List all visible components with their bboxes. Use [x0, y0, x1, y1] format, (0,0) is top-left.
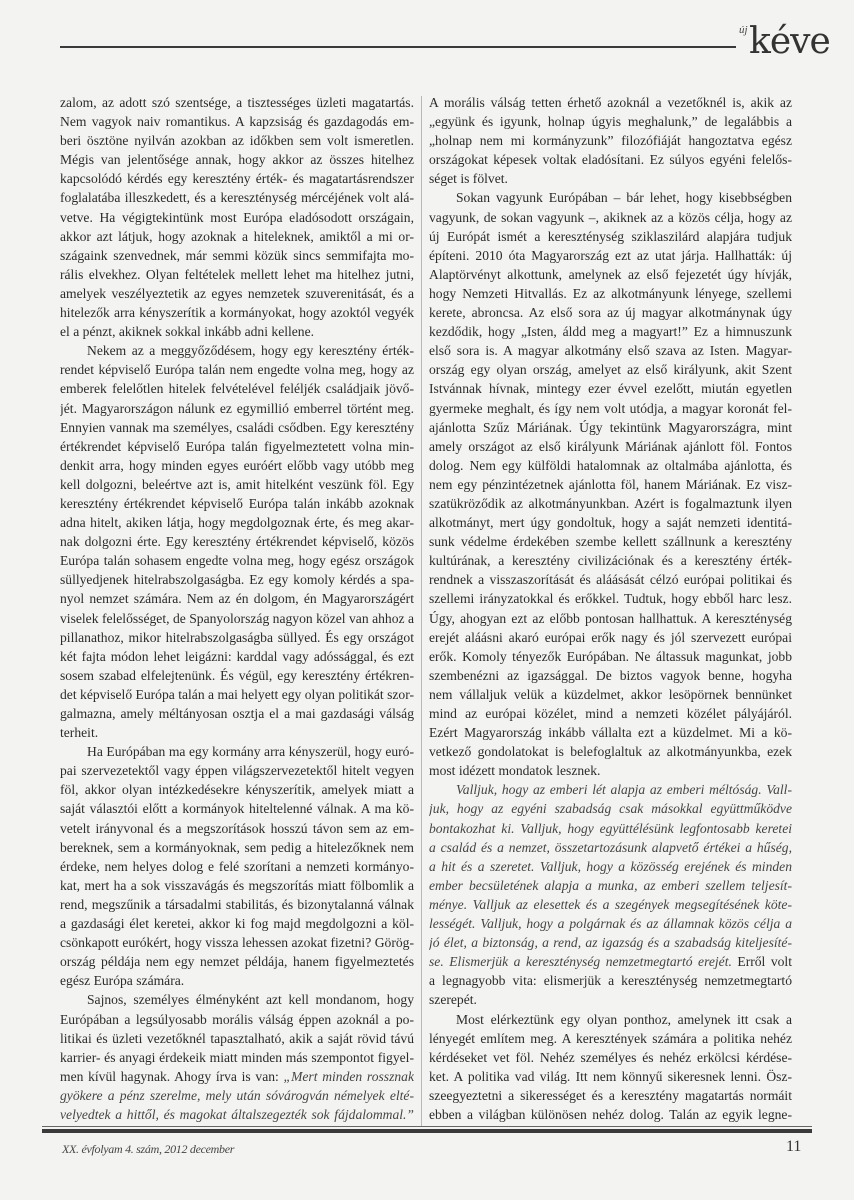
text-line: pai szervezetektől vagy éppen világszervezetektől hitelt vegyen — [60, 763, 414, 779]
text-line: sosem szabad elfelejtenünk. És végül, egy keresztény értékren- — [60, 667, 414, 683]
text-line: „együnk és igyunk, holnap úgyis meghalunk,” de legalábbis a — [429, 114, 792, 130]
text-line: egész Európa számára. — [60, 973, 185, 989]
text-line: Ennyien vannak ma személyes, családi csődben. Egy keresztény — [60, 419, 414, 435]
italic-quote-segment: gyökere a pénz szerelme, mely után sóvárogván némelyek elté- — [60, 1087, 414, 1103]
logo-main-text: kéve — [749, 21, 830, 62]
text-line: szágaink szenvednek, már semmi közük sincs semmifajta mo- — [60, 247, 414, 263]
text-line: nak dolgozni érte. Egy keresztény értékrendet képviselő, közös — [60, 534, 414, 550]
text-line — [429, 952, 792, 971]
text-line: süllyedjenek hitelrabszolgaságba. Ez egy komoly kérdés a spa- — [60, 572, 414, 588]
text-line: bereknek, sem a kormányoknak, sem pedig a hitelezőknek nem — [60, 839, 414, 855]
text-line: vetve. Ha végigtekintünk most Európa eladósodott országain, — [60, 209, 414, 225]
text-line: ebben a világban különösen nehéz dolog. Talán az egyik legne- — [429, 1106, 792, 1122]
text-line: Úgy, ahogyan ezt az előbb pontosan hallhattuk. A kereszténység — [429, 610, 792, 626]
text-line: Ha Európában ma egy kormány arra kényszerül, hogy euró- — [87, 744, 414, 760]
text-segment: Erről volt — [731, 954, 792, 970]
text-line: lényegét említem meg. A keresztények számára a politika nehéz — [429, 1030, 792, 1046]
text-line: szellemi irányzatokkal és erőkkel. Tudtuk, hogy ebből harc lesz. — [429, 591, 792, 607]
text-line: a gazdasági élet keretei, akkor ki fog majd megdolgozni a köl- — [60, 916, 414, 932]
italic-quote-segment: ember becsületének alapja a munka, az emberi szellem teljesít- — [429, 877, 792, 893]
text-line — [429, 933, 792, 952]
text-line: ország példája nem egy nemzet példája, hanem figyelmeztetés — [60, 954, 414, 970]
text-line: Sokan vagyunk Európában – bár lehet, hogy kisebbségben — [456, 190, 792, 206]
text-line: szerepét. — [429, 992, 477, 1008]
italic-quote-segment: se. Elismerjük a kereszténység nemzetmegtartó erejét. — [429, 954, 732, 970]
text-line: A morális válság tetten érhető azoknál a vezetőknél is, akik az — [429, 95, 792, 110]
text-line: karrier- és anyagi érdekeik miatt minden más szempontot figyel- — [60, 1049, 414, 1065]
magazine-logo — [735, 14, 830, 64]
text-line: viselek felelősséget, de Spanyolország nagyon közel van ahhoz a — [60, 610, 414, 626]
text-line: adna hitelt, akiken látja, hogy megdolgoznak érte, és meg akar- — [60, 515, 414, 531]
italic-quote-segment: a család és a nemzet, összetartozásunk alapvető értékei a hűség, — [429, 839, 792, 855]
header-rule — [60, 46, 736, 48]
text-line: építeni. 2010 óta Magyarország ezt az utat járja. Hallhatták: új — [429, 247, 792, 263]
text-line: det képviselő Európa talán a mai helyett egy olyan politikát szor- — [60, 686, 414, 702]
text-line: vetkező gondolatokat is belefoglaltuk az alkotmányunkba, ezek — [429, 744, 792, 760]
text-line: séget is fölvet. — [429, 171, 508, 187]
text-line: el a pénzt, akiknek sokkal inkább adni kellene. — [60, 324, 315, 340]
text-line: dolog. Nem egy külföldi hatalomnak az oltalmába ajánlotta, és — [429, 457, 792, 473]
text-line: kérdéseket vet föl. Nehéz személyes és nehéz erkölcsi kérdése- — [429, 1049, 792, 1065]
text-line: Most elérkeztünk egy olyan ponthoz, amelynek itt csak a — [456, 1011, 792, 1027]
italic-quote-segment: Valljuk, hogy az emberi lét alapja az emberi méltóság. Vall- — [456, 782, 792, 798]
text-line: a legnagyobb vita: elismerjük a kereszténység nemzetmegtartó — [429, 973, 792, 989]
text-line: keresztény értékrendet képviselő Európa talán inkább azoknak — [60, 495, 414, 511]
italic-quote-segment: jó élet, a biztonság, a rend, az igazság és a szabadság kiteljesíté- — [429, 935, 792, 951]
text-line: terheit. — [60, 725, 99, 741]
italic-quote-segment: „Mert minden rossznak — [283, 1068, 414, 1084]
text-line: érdeke, nem helyes dolog e felé szorítani a nemzeti kormányo- — [60, 858, 414, 874]
text-line — [429, 838, 792, 857]
text-line: Sajnos, személyes élményként azt kell mondanom, hogy — [87, 992, 414, 1008]
text-line: ajánlotta Szűz Máriának. Úgy tekintünk Magyarországra, mint — [429, 419, 792, 435]
text-line: szeegyeztetni a sikerességet és a keresztény magatartás normáit — [429, 1087, 792, 1103]
text-line: Istvánnak hívnak, mintegy ezer évvel ezelőtt, miután egyetlen — [429, 381, 792, 397]
text-line: beri ösztöne nyilván azokban az időkben sem volt ismeretlen. — [60, 133, 414, 149]
logo-small-text: új — [739, 24, 748, 36]
italic-quote-segment: bontakozhat ki. Valljuk, hogy együttélésünk legfontosabb keretei — [429, 820, 792, 836]
text-line: kat, mert ha a sok visszavágás és megszorítás miatt fölbomlik a — [60, 877, 414, 893]
italic-quote-segment: lességét. Valljuk, hogy a polgárnak és az államnak közös célja a — [429, 916, 792, 932]
text-line: amelyek veszélyeztetik az egyes nemzetek szuverenitását, és a — [60, 285, 414, 301]
text-line: Alaptörvényt alkottunk, amelynek az első fejezetét úgy hívják, — [429, 266, 792, 282]
text-line: akkor azt látjuk, hogy azoknak a hiteleknek, amiktől a mi or- — [60, 228, 414, 244]
text-line: amely országot az első királyunk Máriának ajánlott föl. Fontos — [429, 438, 792, 454]
text-line: Ezért Magyarország inkább vállalta ezt a küzdelmet. Mi a kö- — [429, 725, 792, 741]
text-line: erők. Komoly tényezők Európában. Ne áltassuk magunkat, jobb — [429, 648, 792, 664]
text-line: kell dolgozni, beleértve azt is, amit hitelként veszünk föl. Egy — [60, 476, 414, 492]
text-line: Nekem az a meggyőződésem, hogy egy keresztény érték- — [87, 343, 414, 359]
text-line: föl, akkor olyan intézkedésekre kényszerítik, amelyek miatt a — [60, 782, 414, 798]
page-number: 11 — [786, 1138, 802, 1155]
text-line: galmazna, amely méltányosan osztja el a mai gazdasági válság — [60, 706, 414, 721]
text-line: sunk védelme érdekében szembe kellett szállnunk a keresztény — [429, 534, 792, 550]
text-line: nyol nemzet számára. Nem az én dolgom, én Magyarországért — [60, 591, 414, 607]
italic-quote-segment: juk, hogy az egyéni szabadság csak másokkal együttműködve — [429, 801, 792, 817]
footer-rule-thin — [42, 1126, 812, 1127]
text-line: országokat képesek voltak eladósítani. Ez súlyos egyéni felelős- — [429, 152, 792, 168]
text-line: erejét aláásni akaró európai erők nagy és jól szervezett európai — [429, 629, 792, 645]
text-line: kerete, abroncsa. Az első sora az új magyar alkotmánynak úgy — [429, 305, 792, 321]
text-line: nem vállaljuk velük a küzdelmet, akkor lesöpörnek bennünket — [429, 686, 792, 702]
text-line: nem egy pénzintézetnek ajánlotta föl, hanem Máriának. Ez visz- — [429, 476, 792, 492]
text-line: zalom, az adott szó szentsége, a tisztességes üzleti magatartás. — [60, 95, 414, 110]
text-line: Nem vagyok naiv romantikus. A kapzsiság és gazdagodás em- — [60, 114, 414, 130]
text-line: értékrendet képviselő Európa talán figyelmeztetett volna min- — [60, 438, 414, 454]
text-line — [429, 876, 792, 895]
text-line: kultúrának, a keresztény civilizációnak és a keresztény érték- — [429, 553, 792, 569]
text-segment: men kívül hagynak. Ahogy írva is van: — [60, 1068, 284, 1084]
text-line: rendet képviselő Európa talán nem engedte volna meg, hogy az — [60, 362, 414, 378]
text-line: hogy Nemzeti Hitvallás. Ez az alkotmányunk lényege, szellemi — [429, 285, 792, 301]
text-line: szembenézni az igazsággal. De biztos vagyok benne, hogyha — [429, 667, 792, 683]
text-line: ket. A politika vad világ. Itt nem könnyű sikeresnek lenni. Ösz- — [429, 1068, 792, 1084]
text-line: Európa talán sohasem engedte volna meg, hogy egész országok — [60, 553, 414, 569]
text-line: hitelezők arra kényszerítik a kormányokat, hogy azoktól vegyék — [60, 305, 414, 321]
text-line — [429, 895, 792, 914]
text-line: vagyunk, de sokan vagyunk –, akiknek az a közös célja, hogy az — [429, 209, 792, 225]
text-line: pillanathoz, mikor hitelrabszolgaságba süllyed. És egy országot — [60, 629, 414, 645]
text-line: mind az európai közélet, mind a nemzeti közélet pályájáról. — [429, 706, 792, 721]
footer-rule-thick — [42, 1129, 812, 1133]
text-line: denkit arra, hogy minden egyes euróért előbb vagy utóbb meg — [60, 457, 414, 473]
text-line: emberek felelőtlen hitelek felvételével feléljék családjaik jövő- — [60, 381, 414, 397]
text-line: kapcsolódó kérdés egy keresztény érték- és magatartásrendszer — [60, 171, 414, 187]
text-line — [60, 1105, 414, 1124]
text-line — [429, 780, 792, 799]
issue-info: XX. évfolyam 4. szám, 2012 december — [62, 1142, 235, 1156]
column-divider — [421, 96, 422, 1126]
right-text-column — [429, 93, 792, 1124]
text-line — [429, 914, 792, 933]
italic-quote-segment: velyedtek a hittől, és magokat általszegezték sok fájdalommal.” — [60, 1106, 414, 1122]
text-line: rális elvekhez. Olyan feltételek mellett lehet ma hitelhez jutni, — [60, 266, 414, 282]
text-line — [429, 799, 792, 818]
text-line: jét. Magyarországon nálunk ez egymillió emberrel történt meg. — [60, 400, 414, 416]
text-line: most idézett mondatok lesznek. — [429, 763, 601, 779]
text-line: saját választói előtt a kormányok hiteltelenné válnak. A ma kö- — [60, 801, 414, 817]
text-line — [429, 857, 792, 876]
text-line — [60, 1086, 414, 1105]
text-line: „holnap nem mi kormányzunk” filozófiáját hangoztatva egész — [429, 133, 792, 149]
text-line: rendnek a visszaszorítását és aláásását célzó európai politikai és — [429, 572, 792, 588]
text-line: rend, megszűnik a társadalmi stabilitás, és bizonytalanná válnak — [60, 896, 414, 912]
italic-quote-segment: ménye. Valljuk az elesettek és a szegények megsegítésének köte- — [429, 896, 792, 912]
text-line: első sora is. A magyar alkotmány első szava az Isten. Magyar- — [429, 343, 792, 359]
text-line: szatükröződik az alkotmányunkban. Azért is fogalmaztunk ilyen — [429, 495, 792, 511]
left-text-column — [60, 93, 414, 1124]
text-line: foglalatába illeszkedett, és a kereszténység mércéjének volt alá- — [60, 190, 414, 206]
text-line: litikai és üzleti vezetőknél tapasztalható, akik a saját rövid távú — [60, 1030, 414, 1046]
text-line: gyermeke meghalt, és így nem volt utódja, a magyar koronát fel- — [429, 400, 792, 416]
text-line: Európában a legsúlyosabb morális válság éppen azoknál a po- — [60, 1011, 414, 1027]
text-line: új Európát ismét a kereszténység sziklaszilárd alapjára tudjuk — [429, 228, 792, 244]
text-line: alkotmányt, mert úgy gondoltuk, hogy a saját nemzeti identitá- — [429, 515, 792, 531]
text-line: két fajta módon lehet leigázni: karddal vagy adóssággal, és ezt — [60, 648, 414, 664]
text-line: vetelt irányvonal és a megszorítások hosszú távon sem az em- — [60, 820, 414, 836]
italic-quote-segment: a hit és a szeretet. Valljuk, hogy a közösség erejének és minden — [429, 858, 792, 874]
text-line: csönkapott eurókért, hogy vissza lehessen azokat fizetni? Görög- — [60, 935, 414, 951]
text-line — [60, 1067, 414, 1086]
text-line: ország egy olyan ország, amelyet az első királyunk, akit Szent — [429, 362, 792, 378]
text-line: kezdődik, hogy „Isten, áldd meg a magyart!” Ez a himnuszunk — [429, 324, 792, 340]
text-line: Mégis van jelentősége annak, hogy akkor az összes hitelhez — [60, 152, 414, 168]
text-line — [429, 819, 792, 838]
